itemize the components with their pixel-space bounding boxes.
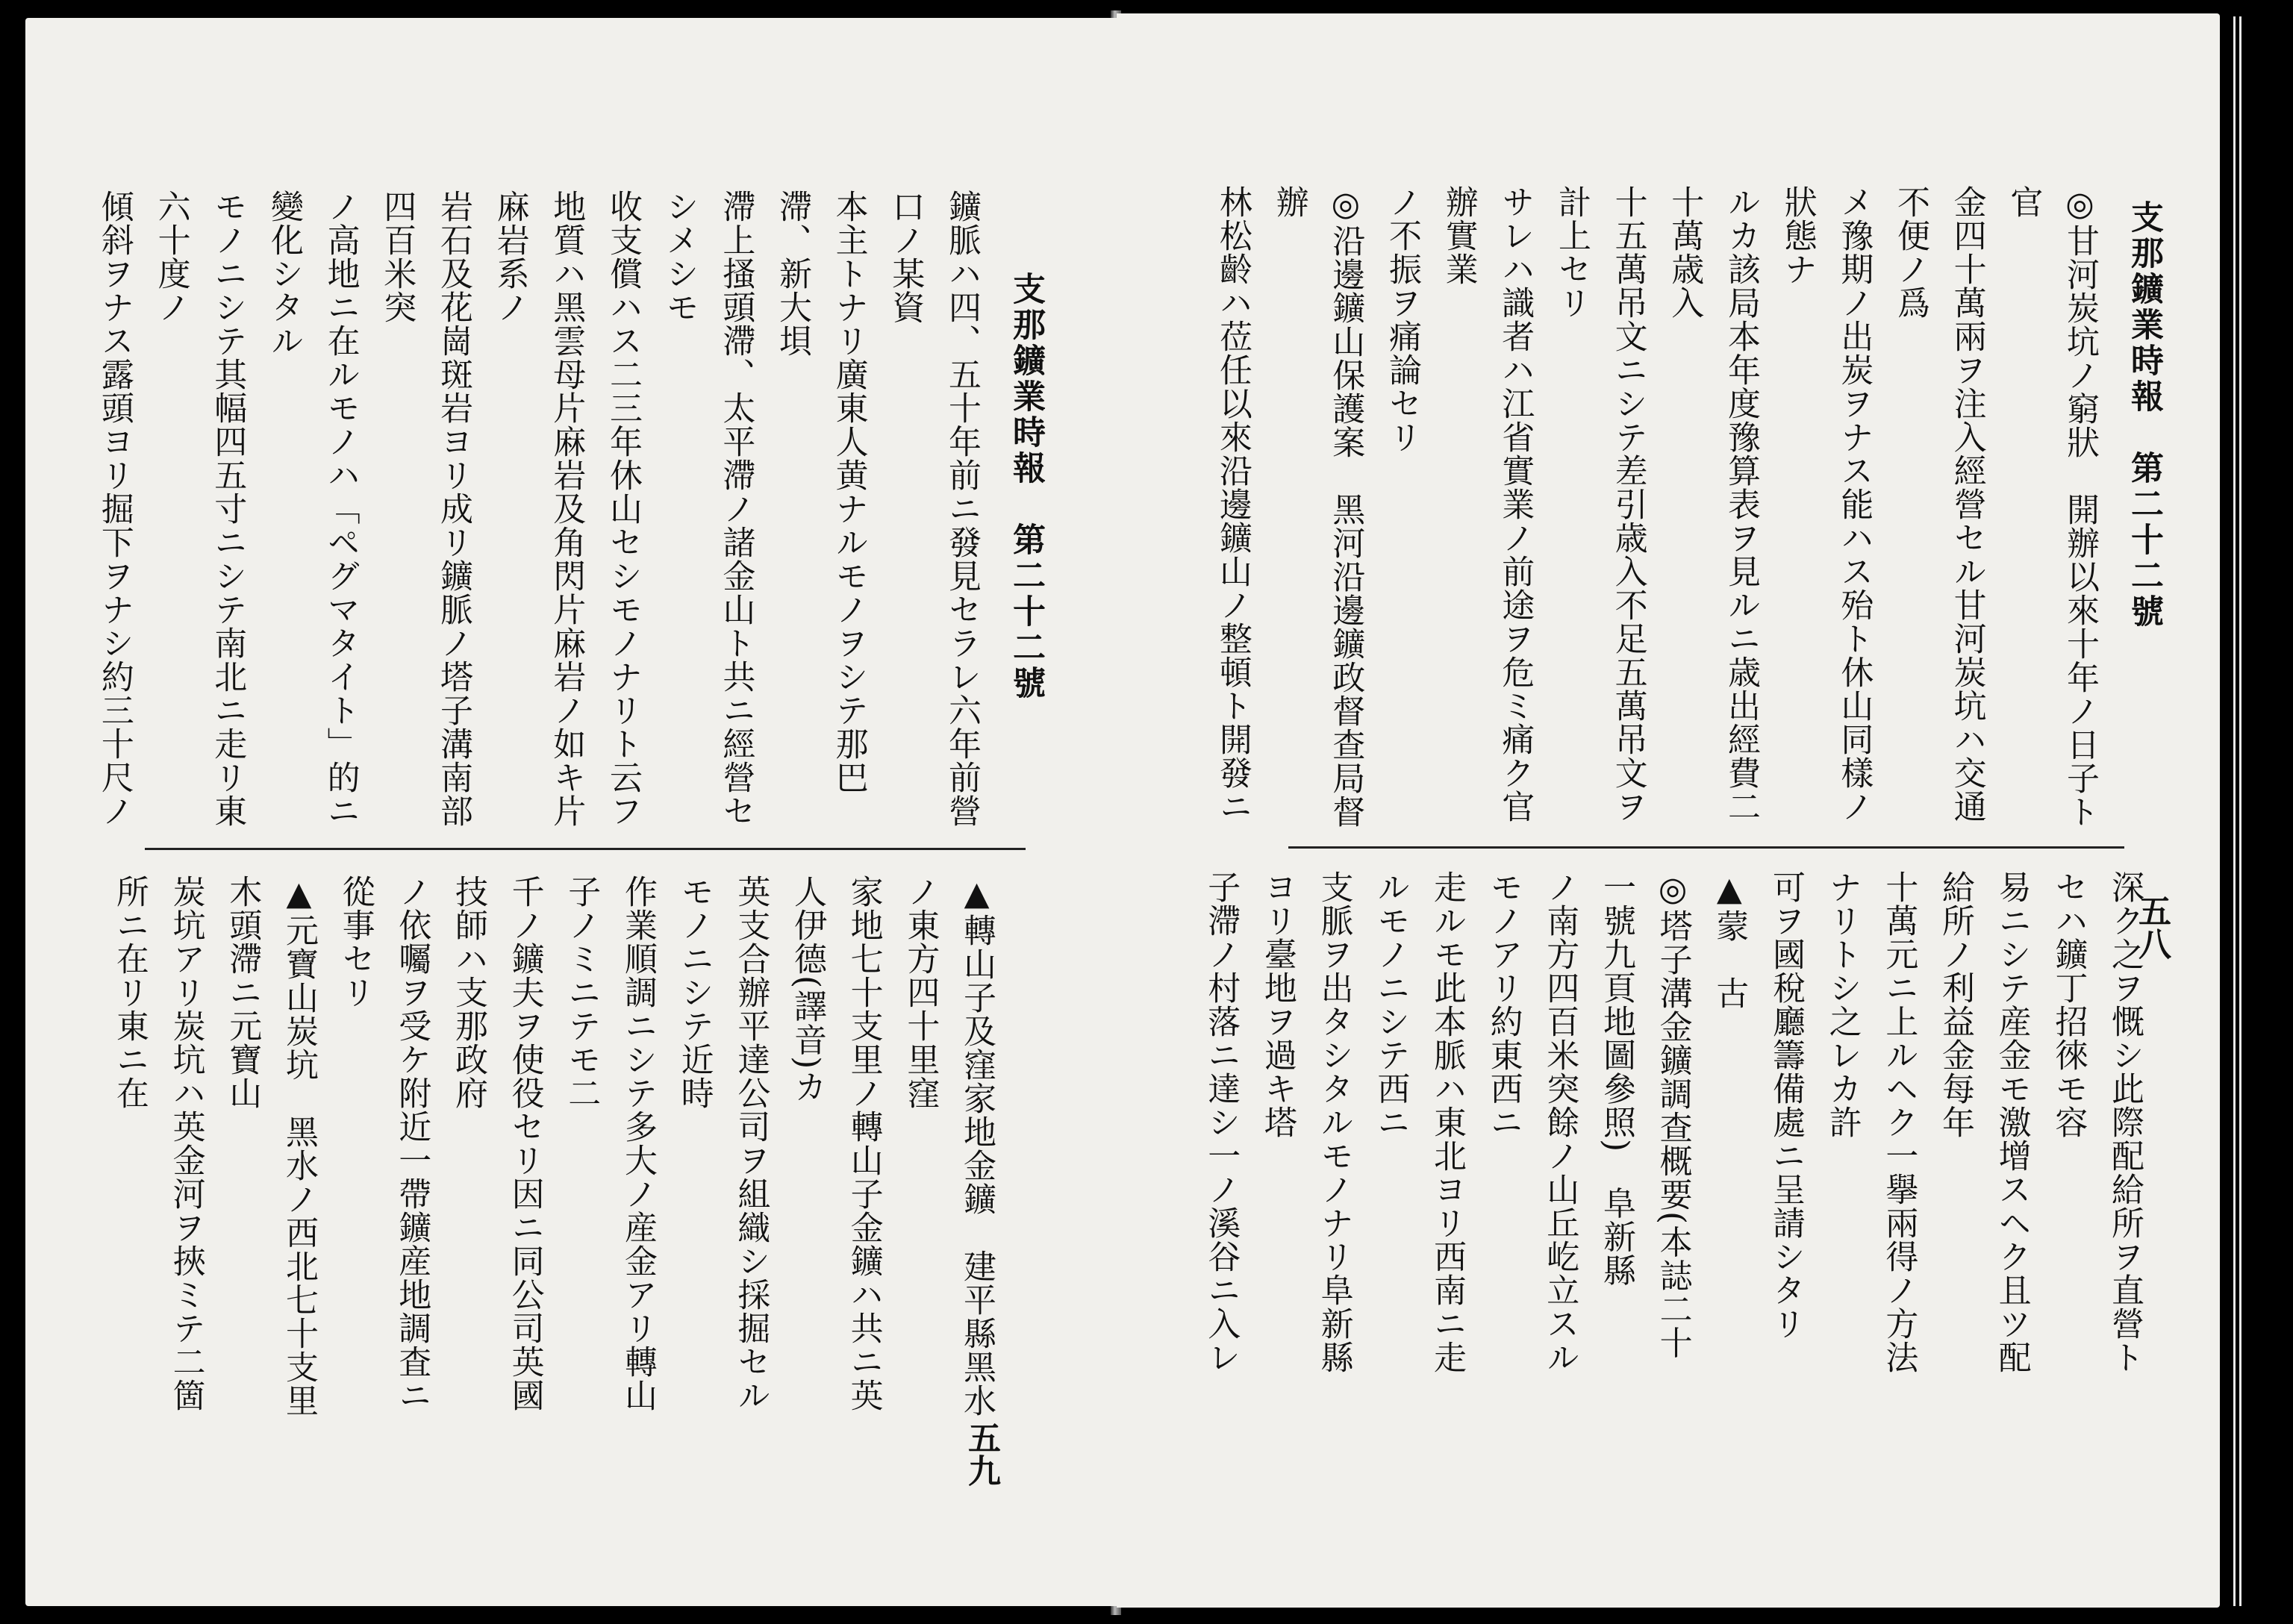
text-line: 千ノ鑛夫ヲ使役セリ因ニ同公司英國技師ハ支那政府 [449,875,544,1412]
page-edge [2233,16,2236,1606]
left-bottom-text [109,875,1005,1442]
text-line: 金四十萬兩ヲ注入經營セル甘河炭坑ハ交通不便ノ爲 [1891,185,1986,823]
right-running-header: 支那鑛業時報 第二十二號 [2125,200,2163,630]
text-line: 炭坑アリ炭坑ハ英金河ヲ挾ミテ二箇所ニ在リ東ニ在 [110,875,205,1412]
section-heading: ▲轉山子及窪家地金鑛 建平縣黑水ノ東方四十里窪 [901,875,996,1417]
text-line: 走ルモ此本脈ハ東北ヨリ西南ニ走ルモノニシテ西ニ [1371,870,1466,1374]
text-line: ルカ該局本年度豫算表ヲ見ルニ歳出經費二十萬歳入 [1665,185,1760,823]
text-line: ◎塔子溝金鑛調查概要(本誌二十一號九頁地圖參照) 阜新縣 [1597,870,1692,1360]
left-page-number: 五九 [962,1421,1000,1487]
text-line: 子滯ノ村落ニ達シ一ノ溪谷ニ入レ [1202,870,1241,1374]
text-line: ◎沿邊鑛山保護案 黑河沿邊鑛政督查局督辦 [1270,185,1365,828]
text-line: メ豫期ノ出炭ヲナス能ハス殆ト休山同樣ノ狀態ナ [1778,185,1874,823]
text-line: ノ依囑ヲ受ケ附近一帶鑛産地調査ニ從事セリ [336,875,431,1412]
text-line: ノ不振ヲ痛論セリ [1382,185,1421,454]
text-line: ▲元寶山炭坑 黑水ノ西北七十支里木頭滯ニ元寶山 [223,875,318,1417]
text-line: 十萬元ニ上ルヘク一擧兩得ノ方法ナリトシ之レカ許 [1823,870,1918,1374]
left-page [25,18,1117,1606]
right-top-text [1197,185,2108,842]
text-line: ノ南方四百米突餘ノ山丘屹立スルモノアリ約東西ニ [1484,870,1579,1374]
text-line: ノ高地ニ在ルモノハ「ペグマタイト」的ニ變化シタル [264,190,360,828]
text-line: モノニシテ其幅四五寸ニシテ南北ニ走リ東六十度ノ [152,190,247,828]
text-line: 岩石及花崗斑岩ヨリ成リ鑛脈ノ塔子溝南部四百米突 [378,190,472,828]
right-page-number: 五八 [2133,894,2171,960]
text-line: サレハ識者ハ江省實業ノ前途ヲ危ミ痛ク官辦實業 [1439,185,1535,823]
text-line: 滯上搔頭滯、太平滯ノ諸金山ト共ニ經營セシメシモ [660,190,755,828]
text-line: 可ヲ國稅廳籌備處ニ呈請シタリ [1766,870,1805,1340]
section-rule [1288,846,2124,849]
text-line: 深ク之ヲ慨シ此際配給所ヲ直營トセハ鑛丁招徠モ容 [2049,870,2144,1374]
text-line: 傾斜ヲナス露頭ヨリ掘下ヲナシ約三十尺ノ [95,190,134,828]
right-bottom-text [1197,870,2153,1378]
text-line: 林松齡ハ莅任以來沿邊鑛山ノ整頓ト開發ニ [1213,185,1252,823]
text-line: 十五萬吊文ニシテ差引歳入不足五萬吊文ヲ計上セリ [1552,185,1647,823]
text-line: 地質ハ黑雲母片麻岩及角閃片麻岩ノ如キ片麻岩系ノ [490,190,586,828]
page-edge [2239,16,2241,1606]
text-line: 家地七十支里ノ轉山子金鑛ハ共ニ英人伊德(譯音)カ [787,875,883,1412]
text-line: ◎甘河炭坑ノ窮狀 開辦以來十年ノ日子ト官 [2004,185,2099,828]
text-line: 英支合辦平達公司ヲ組織シ採掘セルモノニシテ近時 [675,875,770,1412]
right-page [1117,13,2220,1608]
text-line: ▲蒙 古 [1710,870,1749,1010]
text-line: 易ニシテ産金モ激增スヘク且ツ配給所ノ利益金每年 [1935,870,2031,1374]
text-line: 本主トナリ廣東人黄ナルモノヲシテ那巴滯、新大垻 [773,190,868,794]
left-running-header: 支那鑛業時報 第二十二號 [1007,272,1045,702]
text-line: 鑛脈ハ四、五十年前ニ發見セラレ六年前營口ノ某資 [886,190,981,828]
text-line: 支脈ヲ出タシタルモノナリ阜新縣ヨリ臺地ヲ過キ塔 [1258,870,1353,1374]
text-line: 作業順調ニシテ多大ノ産金アリ轉山子ノミニテモ二 [562,875,657,1412]
text-line: 收支償ハス二三年休山セシモノナリト云フ [603,190,642,828]
section-rule [145,848,1026,850]
left-top-text [94,190,990,846]
